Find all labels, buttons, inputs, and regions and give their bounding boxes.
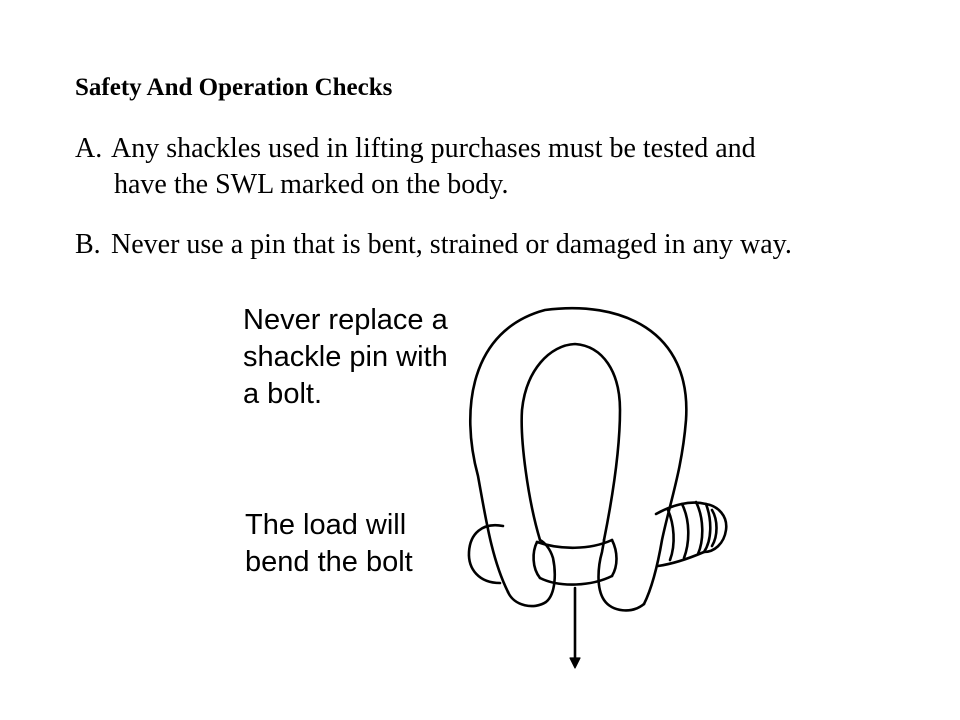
bent-bolt-shackle-illustration [440, 290, 760, 680]
bolt-head-icon [469, 525, 503, 583]
figure-caption-top [243, 302, 448, 413]
check-item-a [75, 131, 756, 203]
caption-line: a bolt. [243, 378, 322, 410]
slide-heading: Safety And Operation Checks [75, 74, 393, 101]
caption-line: shackle pin with [243, 341, 448, 373]
caption-line: bend the bolt [245, 546, 413, 578]
item-text-line: have the SWL marked on the body. [114, 169, 509, 200]
check-item-b [75, 227, 792, 263]
load-arrow-icon [570, 658, 580, 668]
caption-line: Never replace a [243, 304, 448, 336]
item-marker: A. [75, 133, 103, 164]
shackle-left-eye [508, 540, 555, 606]
item-text-line: Any shackles used in lifting purchases must be tested and [111, 133, 756, 164]
shackle-outer-bow [470, 308, 686, 604]
shackle-inner-bow [522, 344, 620, 540]
shackle-right-eye [599, 540, 645, 610]
item-marker: B. [75, 229, 101, 260]
caption-line: The load will [245, 509, 407, 541]
item-text-line: Never use a pin that is bent, strained or damaged in any way. [111, 229, 792, 260]
figure-caption-bottom [245, 507, 413, 581]
